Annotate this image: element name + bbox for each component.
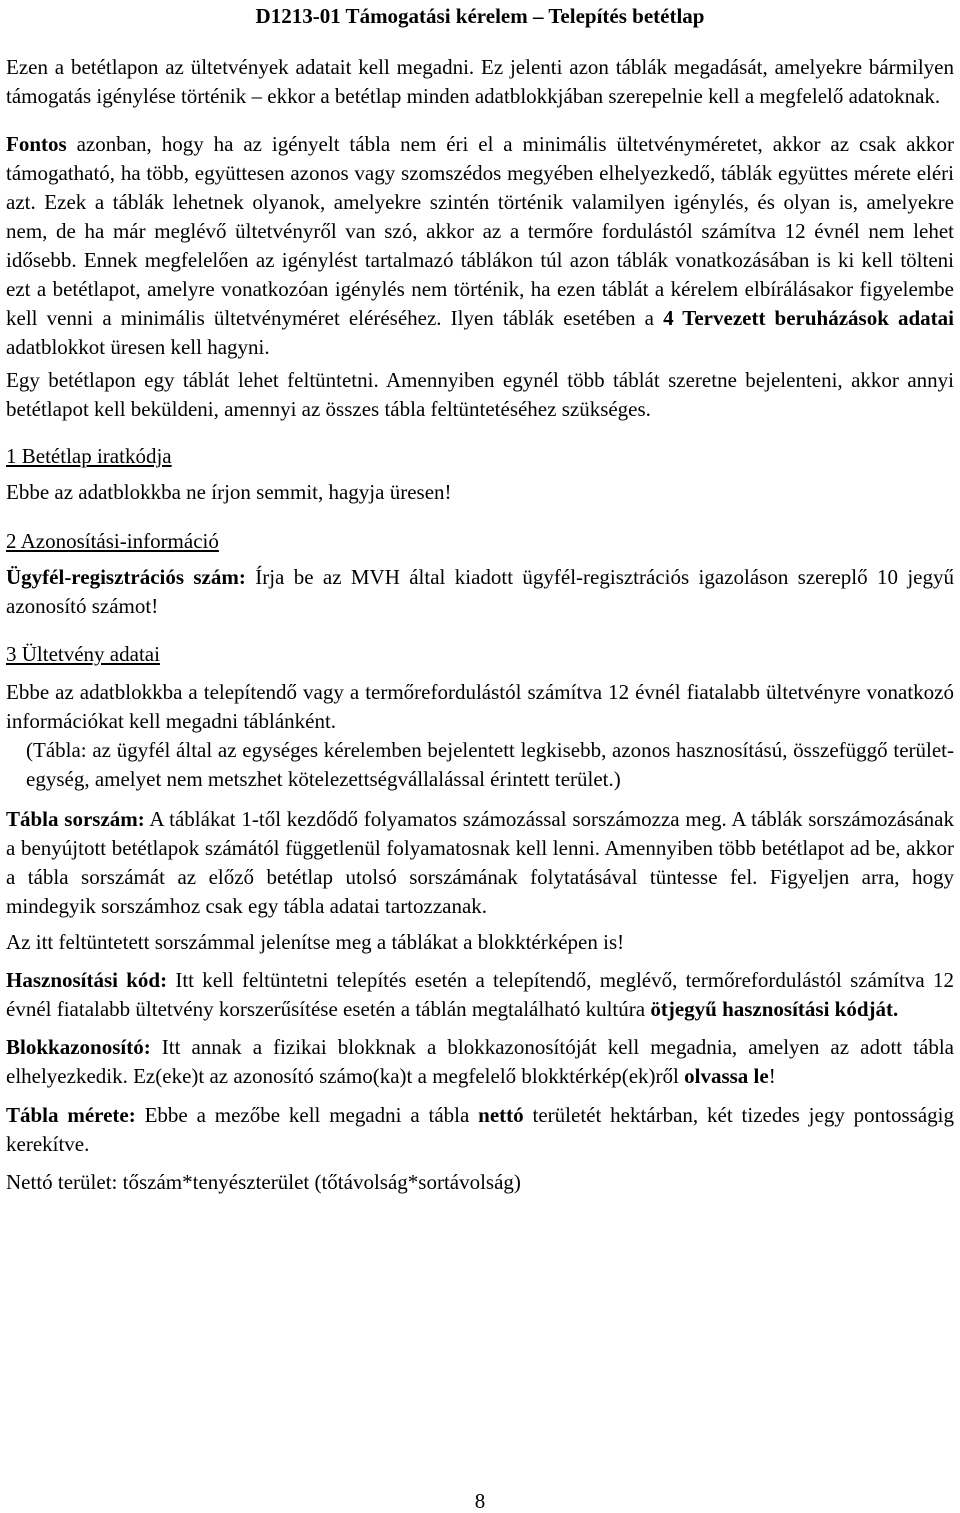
page-title: D1213-01 Támogatási kérelem – Telepítés betétlap	[255, 4, 705, 28]
tabla-sorszam-text: A táblákat 1-től kezdődő folyamatos számozással sorszámozza meg. A táblák sorszámozásának a benyújtott betétlapok számától függetlenül folyamatosnak kell lenni. Amennyiben több betétlapot ad be, akkor a tábla sorszámát az előző betétlap utolsó sorszámának folytatásával tüntesse fel. Figyeljen arra, hogy mindegyik sorszámhoz csak egy tábla adatai tartozzanak.	[6, 807, 955, 918]
page-number: 8	[474, 1489, 486, 1513]
hasznositasi-kod-bold: Hasznosítási kód:	[6, 968, 168, 992]
ugyfel-reg-text: Írja be az MVH által kiadott ügyfél-regisztrációs igazoláson szereplő 10 jegyű azonosító számot!	[6, 565, 954, 618]
olvassa-le-bold: olvassa le	[684, 1064, 769, 1088]
section-2-heading: 2 Azonosítási-információ	[6, 529, 219, 553]
netto-bold: nettó	[478, 1103, 524, 1127]
hasznositasi-kod-bold-end: ötjegyű hasznosítási kódját.	[650, 997, 899, 1021]
tabla-merete-paragraph	[6, 1101, 954, 1159]
tabla-sorszam-bold: Tábla sorszám:	[6, 807, 145, 831]
fontos-paragraph	[6, 130, 954, 362]
section-1-text: Ebbe az adatblokkba ne írjon semmit, hagyja üresen!	[6, 480, 452, 504]
tabla-merete-text: Ebbe a mezőbe kell megadni a tábla	[135, 1103, 479, 1127]
section-3-heading: 3 Ültetvény adatai	[6, 642, 160, 666]
section-3-note: (Tábla: az ügyfél által az egységes kérelemben bejelentett legkisebb, azonos hasznosítású, összefüggő területegység, amelyet nem metszhet kötelezettségvállalással érintett terület.)	[26, 738, 954, 791]
tabla-sorszam-paragraph	[6, 805, 954, 921]
section-1-heading: 1 Betétlap iratkódja	[6, 444, 172, 468]
hasznositasi-kod-paragraph	[6, 966, 954, 1024]
tabla-merete-bold: Tábla mérete:	[6, 1103, 136, 1127]
section-2-text	[6, 563, 954, 621]
fontos-text-end: adatblokkot üresen kell hagyni.	[6, 335, 270, 359]
fontos-text: azonban, hogy ha az igényelt tábla nem éri el a minimális ültetvényméretet, akkor az csak akkor támogatható, ha több, együttesen azonos vagy szomszédos megyében elhelyezkedő, táblák együttes mérete eléri azt. Ezek a táblák lehetnek olyanok, amelyekre szintén történik valamilyen igénylés, és olyan is, amelyekre nem, de ha már meglévő ültetvényről van szó, akkor az a termőre fordulástól számítva 12 évnél nem lehet idősebb. Ennek megfelelően az igénylést tartalmazó táblákon túl azon táblák vonatkozásában is ki kell tölteni ezt a betétlapot, amelyre vonatkozóan igénylés nem történik, ha ezen táblát a kérelem elbírálásakor figyelembe kell venni a minimális ültetvényméret eléréséhez. Ilyen táblák esetében a	[6, 132, 954, 330]
blokkazonosito-text: Itt annak a fizikai blokknak a blokkazonosítóját kell megadnia, amelyen az adott tábla elhelyezkedik. Ez(eke)t az azonosító számo(ka)t a megfelelő blokktérkép(ek)ről	[6, 1035, 954, 1088]
section-3-text: Ebbe az adatblokkba a telepítendő vagy a termőrefordulástól számítva 12 évnél fiatalabb ültetvényre vonatkozó információkat kell megadni táblánként.	[6, 680, 954, 733]
blokkazonosito-paragraph	[6, 1033, 954, 1091]
document-page	[6, 0, 954, 1197]
egy-tabla-paragraph: Egy betétlapon egy táblát lehet feltüntetni. Amennyiben egynél több táblát szeretne bejelenteni, akkor annyi betétlapot kell beküldeni, amennyi az összes tábla feltüntetéséhez szükséges.	[6, 368, 954, 421]
fontos-bold: Fontos	[6, 132, 67, 156]
blokkazonosito-text-end: !	[768, 1064, 776, 1088]
fontos-ref-bold: 4 Tervezett beruházások adatai	[663, 306, 954, 330]
intro-paragraph: Ezen a betétlapon az ültetvények adatait kell megadni. Ez jelenti azon táblák megadását, amelyekre bármilyen támogatás igénylése történik – ekkor a betétlap minden adatblokkjában szerepelnie kell a megfelelő adatoknak.	[6, 55, 954, 108]
blokkterkep-paragraph: Az itt feltüntetett sorszámmal jelenítse meg a táblákat a blokktérképen is!	[6, 930, 625, 954]
ugyfel-reg-bold: Ügyfél-regisztrációs szám:	[6, 565, 246, 589]
hasznositasi-kod-text: Itt kell feltüntetni telepítés esetén a telepítendő, meglévő, termőrefordulástól számítva 12 évnél fiatalabb ültetvény korszerűsítése esetén a táblán megtalálható kultúra	[6, 968, 954, 1021]
netto-terulet-paragraph: Nettó terület: tőszám*tenyészterület (tőtávolság*sortávolság)	[6, 1170, 521, 1194]
tabla-merete-text-end: területét hektárban, két tizedes jegy pontosságig kerekítve.	[6, 1103, 954, 1156]
blokkazonosito-bold: Blokkazonosító:	[6, 1035, 151, 1059]
